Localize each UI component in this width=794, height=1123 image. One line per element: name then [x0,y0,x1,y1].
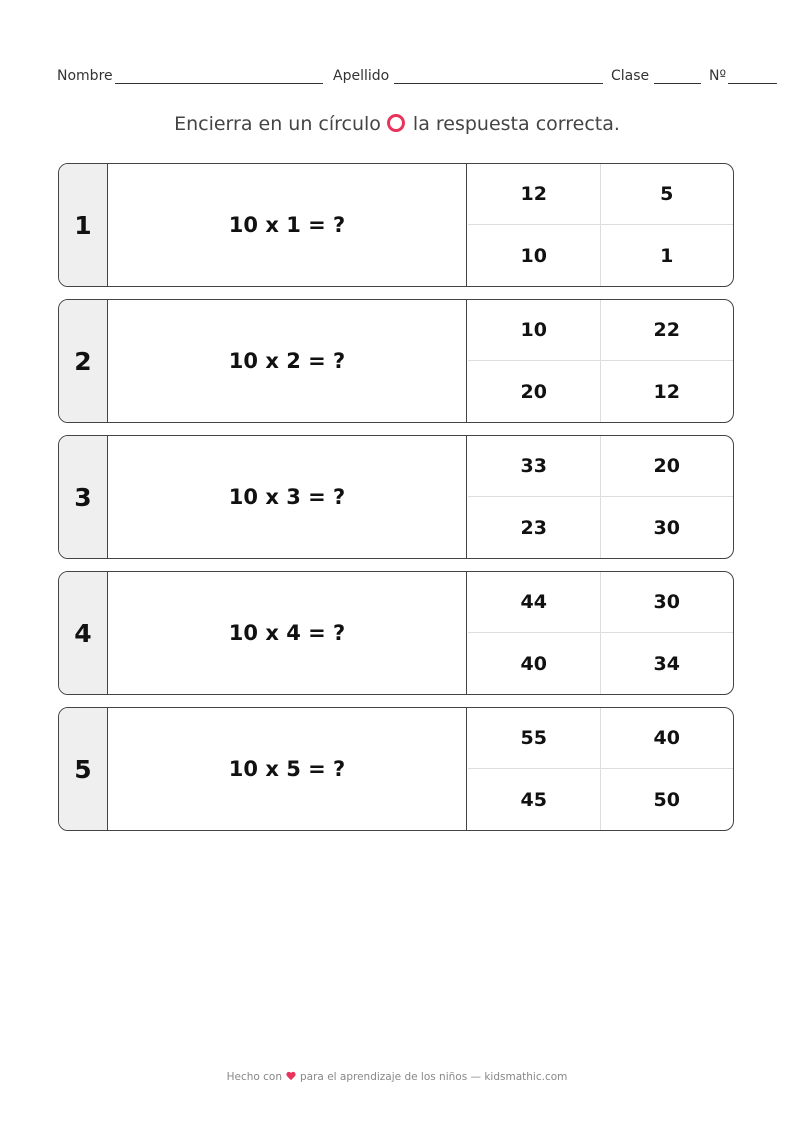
exercise-row [58,435,734,559]
name-label: Nombre [57,68,113,84]
exercise-question: 10 x 1 = ? [108,164,467,286]
answer-option[interactable]: 30 [653,516,680,539]
answer-option[interactable]: 40 [468,633,601,694]
answer-options [468,164,733,286]
surname-field-line[interactable] [394,83,603,84]
answer-option[interactable]: 34 [653,652,680,675]
exercise-row [58,299,734,423]
exercise-number: 4 [59,572,108,694]
red-circle-icon [387,114,405,132]
surname-label: Apellido [333,68,390,84]
answer-option[interactable]: 22 [601,300,734,361]
exercise-question: 10 x 3 = ? [108,436,467,558]
exercise-row [58,163,734,287]
answer-options [468,436,733,558]
class-label: Clase [611,68,650,84]
footer-text-before: Hecho con [226,1071,282,1083]
answer-option[interactable]: 5 [601,164,734,225]
student-info-header [57,68,779,88]
footer-text-after: para el aprendizaje de los niños — kidsmathic.com [300,1071,568,1083]
exercise-question: 10 x 2 = ? [108,300,467,422]
name-field-line[interactable] [115,83,323,84]
answer-option[interactable]: 12 [653,380,680,403]
exercise-number: 5 [59,708,108,830]
answer-option[interactable]: 10 [468,300,601,361]
heart-icon [286,1072,296,1081]
instruction-text-before: Encierra en un círculo [174,113,381,135]
number-label: Nº [709,68,727,84]
exercise-number: 1 [59,164,108,286]
answer-option[interactable]: 45 [468,769,601,830]
answer-option[interactable]: 33 [468,436,601,497]
answer-options [468,708,733,830]
answer-option[interactable]: 10 [468,225,601,286]
exercise-row [58,707,734,831]
answer-options [468,300,733,422]
answer-options [468,572,733,694]
number-field-line[interactable] [728,83,777,84]
exercise-question: 10 x 4 = ? [108,572,467,694]
answer-option[interactable]: 23 [468,497,601,558]
exercise-question: 10 x 5 = ? [108,708,467,830]
exercise-number: 2 [59,300,108,422]
exercise-number: 3 [59,436,108,558]
exercise-row [58,571,734,695]
answer-option[interactable]: 55 [468,708,601,769]
answer-option[interactable]: 40 [601,708,734,769]
answer-option[interactable]: 44 [468,572,601,633]
footer [0,1071,794,1083]
instruction-text-after: la respuesta correcta. [412,113,620,135]
answer-option[interactable]: 20 [601,436,734,497]
answer-option[interactable]: 1 [660,244,674,267]
answer-option[interactable]: 20 [468,361,601,422]
answer-option[interactable]: 30 [601,572,734,633]
class-field-line[interactable] [654,83,701,84]
answer-option[interactable]: 12 [468,164,601,225]
answer-option[interactable]: 50 [653,788,680,811]
instruction [0,113,794,135]
